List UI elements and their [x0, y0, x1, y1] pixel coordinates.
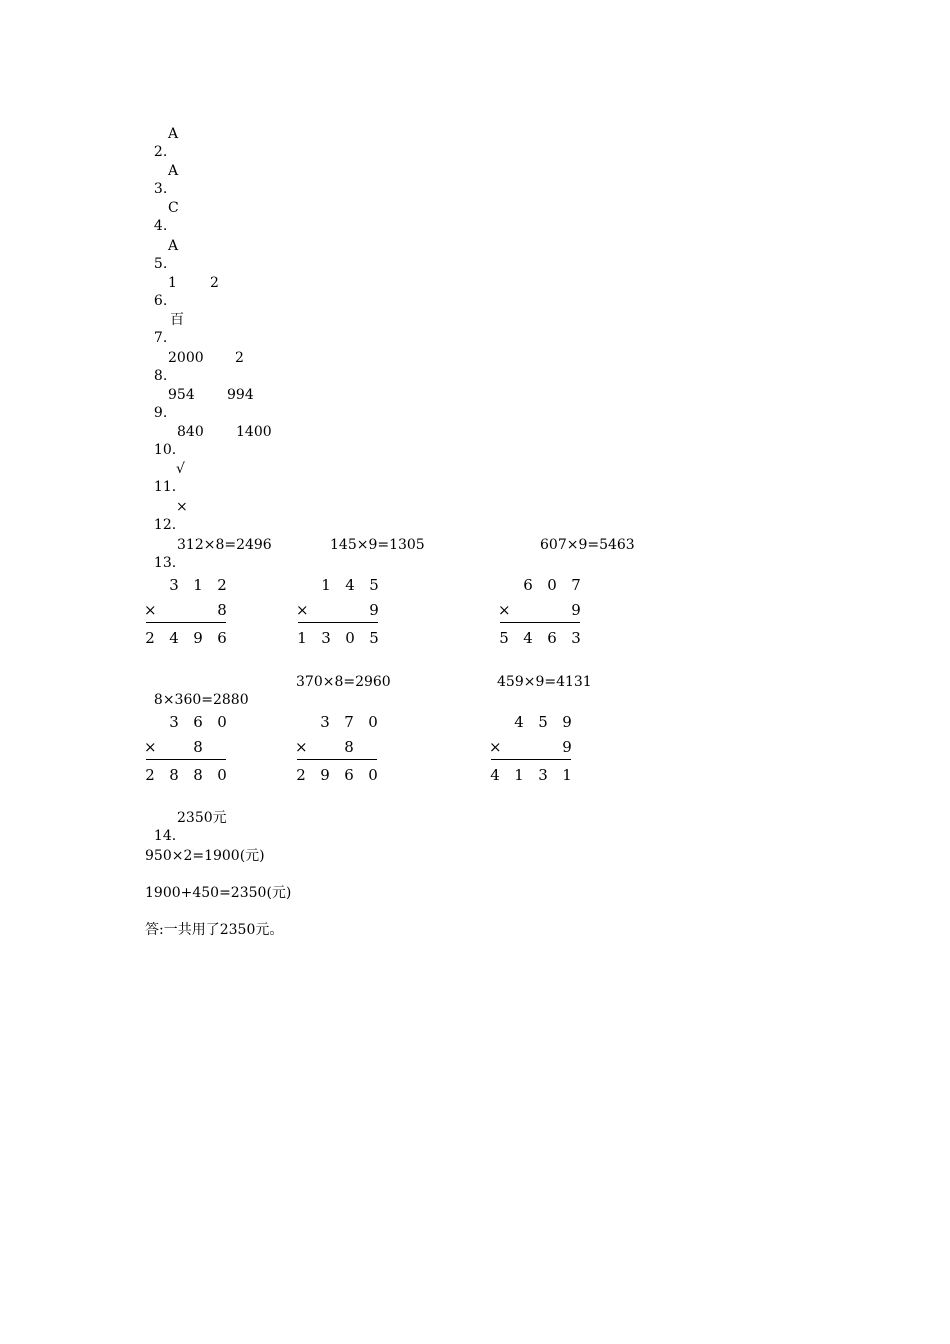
digit: 4 [169, 629, 179, 647]
digit: 2 [296, 766, 306, 784]
underline [491, 759, 571, 760]
answer-number: 10. [153, 442, 177, 458]
underline [146, 622, 226, 623]
digit: 3 [571, 629, 581, 647]
q14-step2: 1900+450=2350(元) [145, 885, 292, 901]
underline [500, 622, 580, 623]
digit: 8 [217, 601, 227, 619]
digit: 5 [369, 629, 379, 647]
answer-3 [145, 162, 179, 198]
digit: 5 [538, 713, 548, 731]
digit: 8 [169, 766, 179, 784]
answer-number: 8. [153, 368, 168, 384]
answer-value: A [168, 126, 179, 142]
answer-value: C [168, 200, 179, 216]
equation: 8×360=2880 [153, 692, 249, 708]
answer-number: 4. [153, 218, 168, 234]
answer-value: √ [176, 461, 185, 477]
digit: 2 [145, 629, 155, 647]
multiply-sign: × [498, 601, 511, 619]
digit: 4 [514, 713, 524, 731]
digit: 4 [345, 576, 355, 594]
digit: 6 [193, 713, 203, 731]
digit: 0 [217, 713, 227, 731]
answer-number: 5. [153, 256, 168, 272]
answer-number: 11. [153, 479, 177, 495]
answer-value: 2 [235, 350, 244, 366]
digit: 4 [490, 766, 500, 784]
digit: 9 [193, 629, 203, 647]
equation: 607×9=5463 [540, 537, 635, 553]
digit: 1 [321, 576, 331, 594]
equation: 145×9=1305 [330, 537, 425, 553]
answer-value: 1400 [236, 424, 272, 440]
digit: 3 [169, 576, 179, 594]
equation: 312×8=2496 [177, 537, 272, 553]
digit: 6 [344, 766, 354, 784]
answer-9 [145, 386, 254, 422]
answer-value: 2 [210, 275, 219, 291]
digit: 8 [193, 738, 203, 756]
answer-5 [145, 237, 179, 273]
digit: 3 [320, 713, 330, 731]
q14-answer-value: 2350元 [177, 810, 227, 826]
digit: 1 [193, 576, 203, 594]
digit: 9 [320, 766, 330, 784]
answer-7 [145, 311, 184, 347]
answer-10 [145, 423, 272, 459]
digit: 1 [297, 629, 307, 647]
digit: 6 [523, 576, 533, 594]
digit: 0 [345, 629, 355, 647]
digit: 3 [538, 766, 548, 784]
digit: 3 [169, 713, 179, 731]
answer-value: 1 [168, 275, 177, 291]
digit: 5 [369, 576, 379, 594]
digit: 4 [523, 629, 533, 647]
q14-number: 14. [153, 828, 177, 844]
multiply-sign: × [144, 601, 157, 619]
digit: 1 [562, 766, 572, 784]
multiply-sign: × [144, 738, 157, 756]
digit: 9 [369, 601, 379, 619]
answer-number: 7. [153, 330, 168, 346]
digit: 0 [368, 766, 378, 784]
underline [146, 759, 226, 760]
q13-number: 13. [153, 555, 177, 571]
answer-value: 百 [170, 312, 184, 328]
underline [297, 759, 377, 760]
answer-12 [145, 498, 188, 534]
digit: 7 [344, 713, 354, 731]
answer-number: 3. [153, 181, 168, 197]
digit: 8 [193, 766, 203, 784]
answer-6 [145, 274, 219, 310]
digit: 3 [321, 629, 331, 647]
multiply-sign: × [489, 738, 502, 756]
answer-value: A [168, 238, 179, 254]
digit: 0 [368, 713, 378, 731]
answer-number: 2. [153, 144, 168, 160]
answer-8 [145, 349, 244, 385]
underline [298, 622, 378, 623]
digit: 0 [547, 576, 557, 594]
digit: 0 [217, 766, 227, 784]
equation: 370×8=2960 [296, 674, 391, 690]
digit: 6 [217, 629, 227, 647]
multiply-sign: × [295, 738, 308, 756]
answer-value: 994 [227, 387, 254, 403]
answer-number: 6. [153, 293, 168, 309]
digit: 9 [562, 713, 572, 731]
q13-equations-row1 [145, 536, 635, 572]
answer-number: 12. [153, 517, 177, 533]
digit: 9 [562, 738, 572, 756]
digit: 7 [571, 576, 581, 594]
digit: 1 [514, 766, 524, 784]
answer-value: A [168, 163, 179, 179]
answer-value: 954 [168, 387, 195, 403]
q13-equations-row2 [145, 673, 592, 709]
answer-2 [145, 125, 179, 161]
answer-value: 2000 [168, 350, 204, 366]
digit: 2 [217, 576, 227, 594]
answer-value: × [176, 499, 188, 515]
q14-conclusion: 答:一共用了2350元。 [145, 922, 284, 938]
q14-step1: 950×2=1900(元) [145, 848, 265, 864]
equation: 459×9=4131 [497, 674, 592, 690]
digit: 2 [145, 766, 155, 784]
answer-value: 840 [177, 424, 204, 440]
digit: 6 [547, 629, 557, 647]
digit: 8 [344, 738, 354, 756]
answer-11 [145, 460, 185, 496]
q14-answer [145, 809, 227, 845]
digit: 9 [571, 601, 581, 619]
multiply-sign: × [296, 601, 309, 619]
answer-number: 9. [153, 405, 168, 421]
digit: 5 [499, 629, 509, 647]
answer-4 [145, 199, 179, 235]
